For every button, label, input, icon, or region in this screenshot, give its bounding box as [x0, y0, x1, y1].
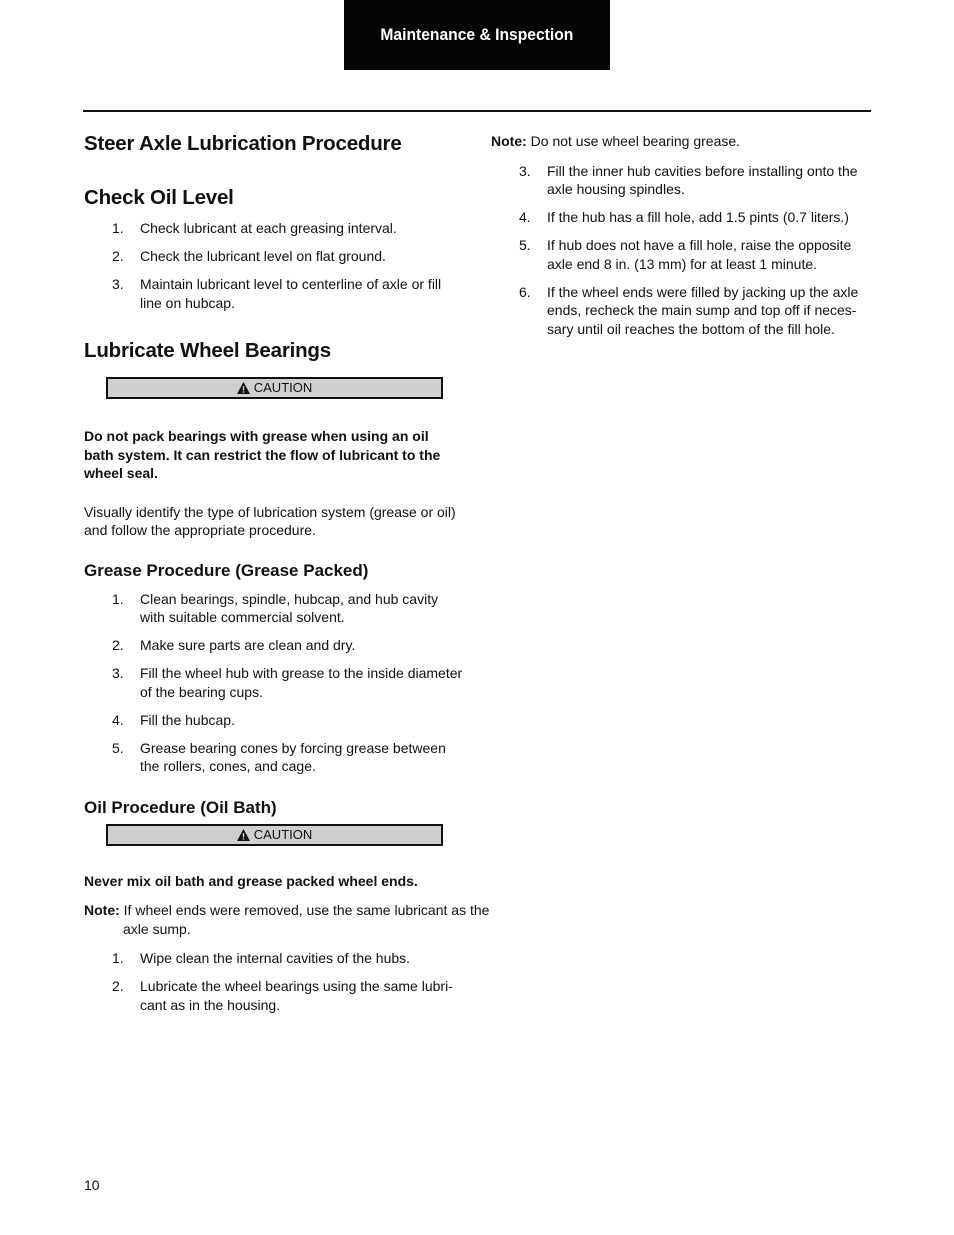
list-item: 1. Check lubricant at each greasing interval. — [112, 220, 397, 236]
list-item: 4. Fill the hubcap. — [112, 711, 235, 728]
list-item: 3. Fill the wheel hub with grease to the inside diameter of the bearing cups. — [112, 665, 463, 700]
page-number: 10 — [84, 1177, 100, 1193]
list-item: 5. Grease bearing cones by forcing grease between the rollers, cones, and cage. — [112, 739, 446, 774]
list-item: 1. Clean bearings, spindle, hubcap, and hub cavity with suitable commercial solvent. — [112, 590, 439, 625]
left-column — [84, 130, 490, 1014]
note-text: Note: Do not use wheel bearing grease. — [491, 133, 741, 149]
list-item: 3. Fill the inner hub cavities before installing onto the axle housing spindles. — [519, 162, 858, 197]
header-rule — [83, 110, 871, 112]
list-item: 5. If hub does not have a fill hole, raise the opposite axle end 8 in. (13 mm) for at least 1 minute. — [519, 237, 852, 272]
list-item: 6. If the wheel ends were filled by jacking up the axle ends, recheck the main sump and top off if neces-sary until oil reaches the bottom of the fill hole. — [519, 283, 859, 337]
section-tab-label: Maintenance & Inspection — [380, 25, 574, 44]
note-text: Note: If wheel ends were removed, use the same lubricant as the axle sump. — [84, 902, 490, 937]
list-item: 2. Lubricate the wheel bearings using the same lubri-cant as in the housing. — [112, 978, 453, 1013]
caution-banner — [106, 377, 443, 399]
list-item: 2. Check the lubricant level on flat ground. — [112, 248, 386, 264]
oil-steps-continued — [491, 162, 863, 339]
right-column — [491, 132, 863, 338]
caution-banner — [106, 824, 443, 846]
note-label: Note: — [491, 133, 527, 149]
grease-heading: Grease Procedure (Grease Packed) — [84, 560, 369, 580]
grease-steps — [84, 590, 464, 776]
list-item: 3. Maintain lubricant level to centerline of axle or fill line on hubcap. — [112, 276, 442, 311]
check-oil-heading: Check Oil Level — [84, 186, 234, 209]
caution-text: Do not pack bearings with grease when using an oil bath system. It can restrict the flow of lubricant to the wheel seal. — [84, 428, 441, 481]
page-title: Steer Axle Lubrication Procedure — [84, 132, 402, 155]
note-label: Note: — [84, 902, 120, 918]
list-item: 1. Wipe clean the internal cavities of the hubs. — [112, 950, 411, 966]
caution-text: Never mix oil bath and grease packed wheel ends. — [84, 872, 418, 889]
warning-triangle-icon — [237, 829, 250, 841]
section-tab — [344, 0, 610, 70]
lubricate-heading: Lubricate Wheel Bearings — [84, 339, 331, 362]
intro-text: Visually identify the type of lubrication system (grease or oil) and follow the appropriate procedure. — [84, 503, 456, 538]
caution-label: CAUTION — [253, 826, 313, 842]
list-item: 4. If the hub has a fill hole, add 1.5 pints (0.7 liters.) — [519, 209, 849, 225]
check-oil-steps — [84, 219, 464, 312]
oil-heading: Oil Procedure (Oil Bath) — [84, 797, 277, 817]
oil-steps — [84, 949, 464, 1014]
list-item: 2. Make sure parts are clean and dry. — [112, 637, 356, 653]
warning-triangle-icon — [237, 382, 250, 394]
caution-label: CAUTION — [253, 380, 313, 395]
